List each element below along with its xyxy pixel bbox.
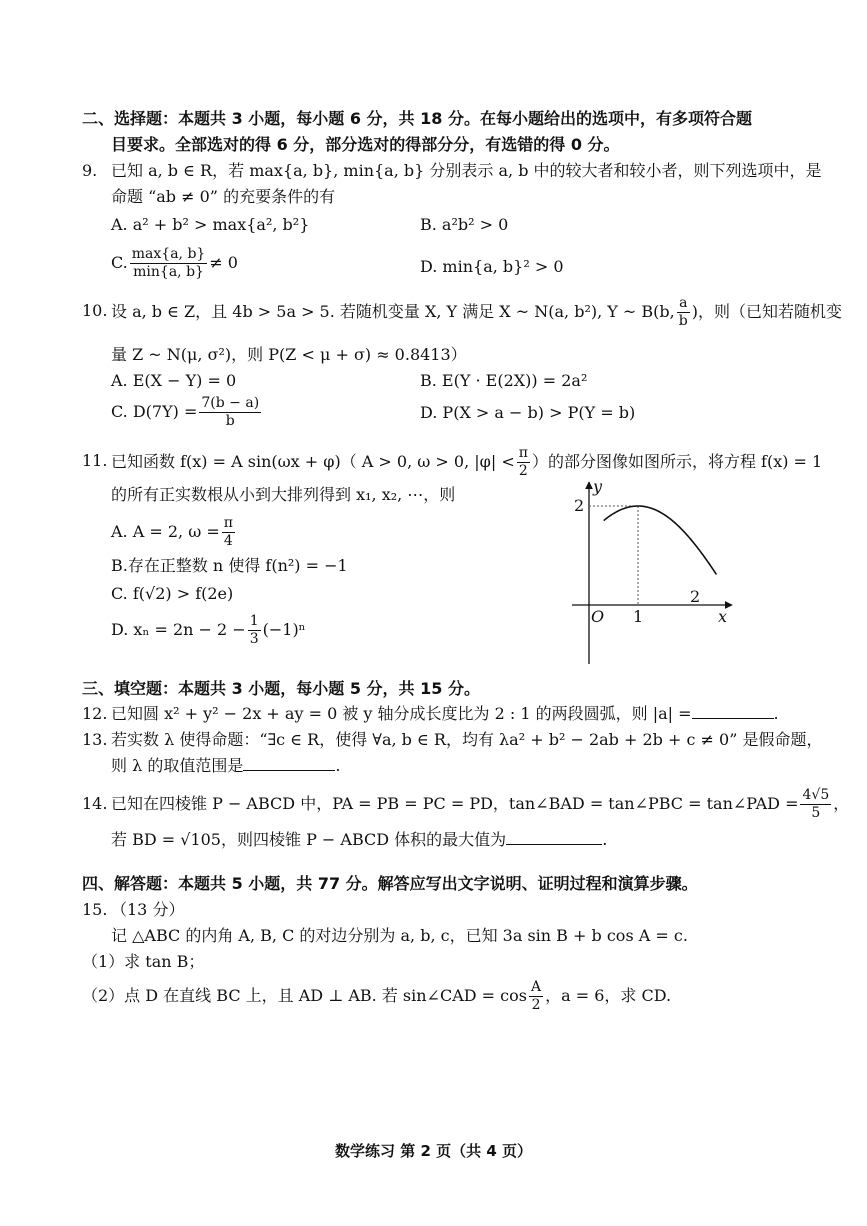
q12-answer-blank[interactable] bbox=[692, 704, 774, 719]
q15-part-2-text-b: ，a = 6，求 CD. bbox=[545, 986, 672, 1005]
q10-option-a: A. E(X − Y) = 0 bbox=[111, 371, 237, 390]
fraction-numerator: A bbox=[530, 979, 542, 995]
q10-option-c-fraction bbox=[199, 395, 261, 430]
q10-option-d: D. P(X > a − b) > P(Y = b) bbox=[420, 403, 636, 422]
tick-label-1: 1 bbox=[633, 607, 644, 626]
q13-stem-line2 bbox=[111, 755, 340, 777]
q11-option-b: B.存在正整数 n 使得 f(n²) = −1 bbox=[111, 556, 348, 575]
fraction-denominator: min{a, b} bbox=[133, 264, 204, 280]
q11-option-a bbox=[111, 512, 237, 552]
q14-number: 14. bbox=[82, 794, 108, 813]
q11-stem-fraction bbox=[517, 445, 530, 480]
q11-stem-line1 bbox=[111, 442, 822, 482]
section-2-header: 二、选择题：本题共 3 小题，每小题 6 分，共 18 分。在每小题给出的选项中，有多项符合题 bbox=[82, 109, 752, 128]
fraction-denominator: 4 bbox=[223, 533, 233, 549]
max-value-label: 2 bbox=[574, 496, 585, 515]
fraction-denominator: 2 bbox=[518, 463, 528, 479]
q11-function-graph bbox=[568, 478, 740, 668]
fraction-numerator: π bbox=[223, 515, 233, 531]
q9-option-b: B. a²b² > 0 bbox=[420, 215, 509, 234]
q9-stem-line2: 命题 “ab ≠ 0” 的充要条件的有 bbox=[111, 187, 336, 206]
page-footer: 数学练习 第 2 页（共 4 页） bbox=[335, 1142, 532, 1160]
q10-option-c-prefix: C. D(7Y) = bbox=[111, 402, 198, 421]
q11-option-d bbox=[111, 610, 306, 650]
q13-stem-line1: 若实数 λ 使得命题：“∃c ∈ R，使得 ∀a, b ∈ R，均有 λa² + b² − 2ab + 2b + c ≠ 0” 是假命题， bbox=[111, 730, 823, 749]
q10-stem-line1 bbox=[111, 292, 842, 332]
fraction-numerator: a bbox=[677, 295, 690, 313]
fraction-numerator: max{a, b} bbox=[131, 246, 206, 262]
q11-option-a-prefix: A. A = 2, ω = bbox=[111, 522, 220, 541]
origin-label: O bbox=[591, 607, 605, 626]
q13-end: . bbox=[335, 756, 341, 775]
q9-number: 9. bbox=[82, 161, 98, 180]
q14-stem-text-b: ， bbox=[833, 794, 850, 813]
q12-number: 12. bbox=[82, 704, 108, 723]
q14-stem-text-a: 已知在四棱锥 P − ABCD 中，PA = PB = PC = PD，tan∠BAD = tan∠PBC = tan∠PAD = bbox=[111, 794, 799, 813]
q9-option-c-prefix: C. bbox=[111, 253, 128, 272]
q10-option-b: B. E(Y · E(2X)) = 2a² bbox=[420, 371, 588, 390]
fraction-numerator: π bbox=[518, 445, 528, 461]
q10-stem-line2: 量 Z ~ N(μ, σ²)，则 P(Z < μ + σ) ≈ 0.8413） bbox=[111, 345, 467, 364]
q14-stem-text: 若 BD = √105，则四棱锥 P − ABCD 体积的最大值为 bbox=[111, 830, 507, 849]
q9-stem-line1: 已知 a, b ∈ R，若 max{a, b}, min{a, b} 分别表示 a, b 中的较大者和较小者，则下列选项中，是 bbox=[111, 161, 822, 180]
q9-option-d: D. min{a, b}² > 0 bbox=[420, 257, 564, 276]
q9-option-c bbox=[111, 243, 238, 283]
q15-part-2-fraction bbox=[529, 979, 543, 1014]
q15-score: （13 分） bbox=[111, 900, 185, 919]
q11-option-d-fraction bbox=[248, 613, 261, 648]
q10-number: 10. bbox=[82, 301, 108, 320]
q11-option-d-suffix: (−1)ⁿ bbox=[262, 620, 306, 639]
fraction-numerator: 7(b − a) bbox=[201, 395, 260, 411]
q13-number: 13. bbox=[82, 730, 108, 749]
section-2-header-cont: 目要求。全部选对的得 6 分，部分选对的得部分分，有选错的得 0 分。 bbox=[111, 135, 620, 154]
q10-stem-fraction bbox=[677, 295, 690, 330]
q15-part-2 bbox=[82, 976, 671, 1016]
q14-stem-line2 bbox=[111, 829, 607, 851]
fraction-denominator: 3 bbox=[249, 631, 259, 647]
q15-stem: 记 △ABC 的内角 A, B, C 的对边分别为 a, b, c，已知 3a sin B + b cos A = c. bbox=[111, 926, 688, 945]
q11-option-a-fraction bbox=[222, 515, 235, 550]
q11-option-d-prefix: D. xₙ = 2n − 2 − bbox=[111, 620, 246, 639]
q11-stem-text-a: 已知函数 f(x) = A sin(ωx + φ)（ A > 0, ω > 0, |φ| < bbox=[111, 452, 515, 471]
q15-part-1: （1）求 tan B； bbox=[82, 952, 205, 971]
q12-stem bbox=[111, 703, 779, 725]
q15-number: 15. bbox=[82, 900, 108, 919]
q9-option-a: A. a² + b² > max{a², b²} bbox=[111, 215, 310, 234]
q11-option-c: C. f(√2) > f(2e) bbox=[111, 584, 234, 603]
q14-answer-blank[interactable] bbox=[506, 830, 602, 845]
q10-option-c bbox=[111, 392, 263, 432]
q11-number: 11. bbox=[82, 451, 108, 470]
q12-end: . bbox=[773, 704, 779, 723]
q15-part-2-text-a: （2）点 D 在直线 BC 上，且 AD ⊥ AB. 若 sin∠CAD = cos bbox=[82, 986, 527, 1005]
q9-option-c-fraction bbox=[130, 246, 208, 281]
q11-stem-text-b: ）的部分图像如图所示，将方程 f(x) = 1 bbox=[531, 452, 823, 471]
q9-option-c-suffix: ≠ 0 bbox=[209, 253, 238, 272]
fraction-denominator: 2 bbox=[531, 997, 541, 1013]
fraction-denominator: b bbox=[678, 313, 688, 329]
section-3-header: 三、填空题：本题共 3 小题，每小题 5 分，共 15 分。 bbox=[82, 679, 480, 698]
q10-stem-text-a: 设 a, b ∈ Z，且 4b > 5a > 5. 若随机变量 X, Y 满足 X ~ N(a, b²), Y ~ B(b, bbox=[111, 302, 675, 321]
q14-stem-fraction bbox=[800, 787, 831, 822]
q13-answer-blank[interactable] bbox=[243, 756, 335, 771]
tick-label-2: 2 bbox=[690, 587, 701, 606]
section-4-header: 四、解答题：本题共 5 小题，共 77 分。解答应写出文字说明、证明过程和演算步骤。 bbox=[82, 874, 698, 893]
q12-stem-text: 已知圆 x² + y² − 2x + ay = 0 被 y 轴分成长度比为 2 : 1 的两段圆弧，则 |a| = bbox=[111, 704, 692, 723]
q10-stem-text-b: )，则（已知若随机变 bbox=[691, 302, 842, 321]
q14-stem-line1 bbox=[111, 782, 849, 826]
q13-stem-text: 则 λ 的取值范围是 bbox=[111, 756, 244, 775]
fraction-denominator: 5 bbox=[811, 805, 821, 821]
y-axis-label: y bbox=[593, 478, 603, 496]
x-axis-label: x bbox=[718, 607, 728, 626]
fraction-denominator: b bbox=[225, 413, 235, 429]
sine-curve bbox=[604, 506, 717, 574]
q14-end: . bbox=[602, 830, 608, 849]
fraction-numerator: 1 bbox=[249, 613, 259, 629]
fraction-numerator: 4√5 bbox=[802, 787, 830, 803]
q11-stem-line2: 的所有正实数根从小到大排列得到 x₁, x₂, ⋯，则 bbox=[111, 485, 456, 504]
